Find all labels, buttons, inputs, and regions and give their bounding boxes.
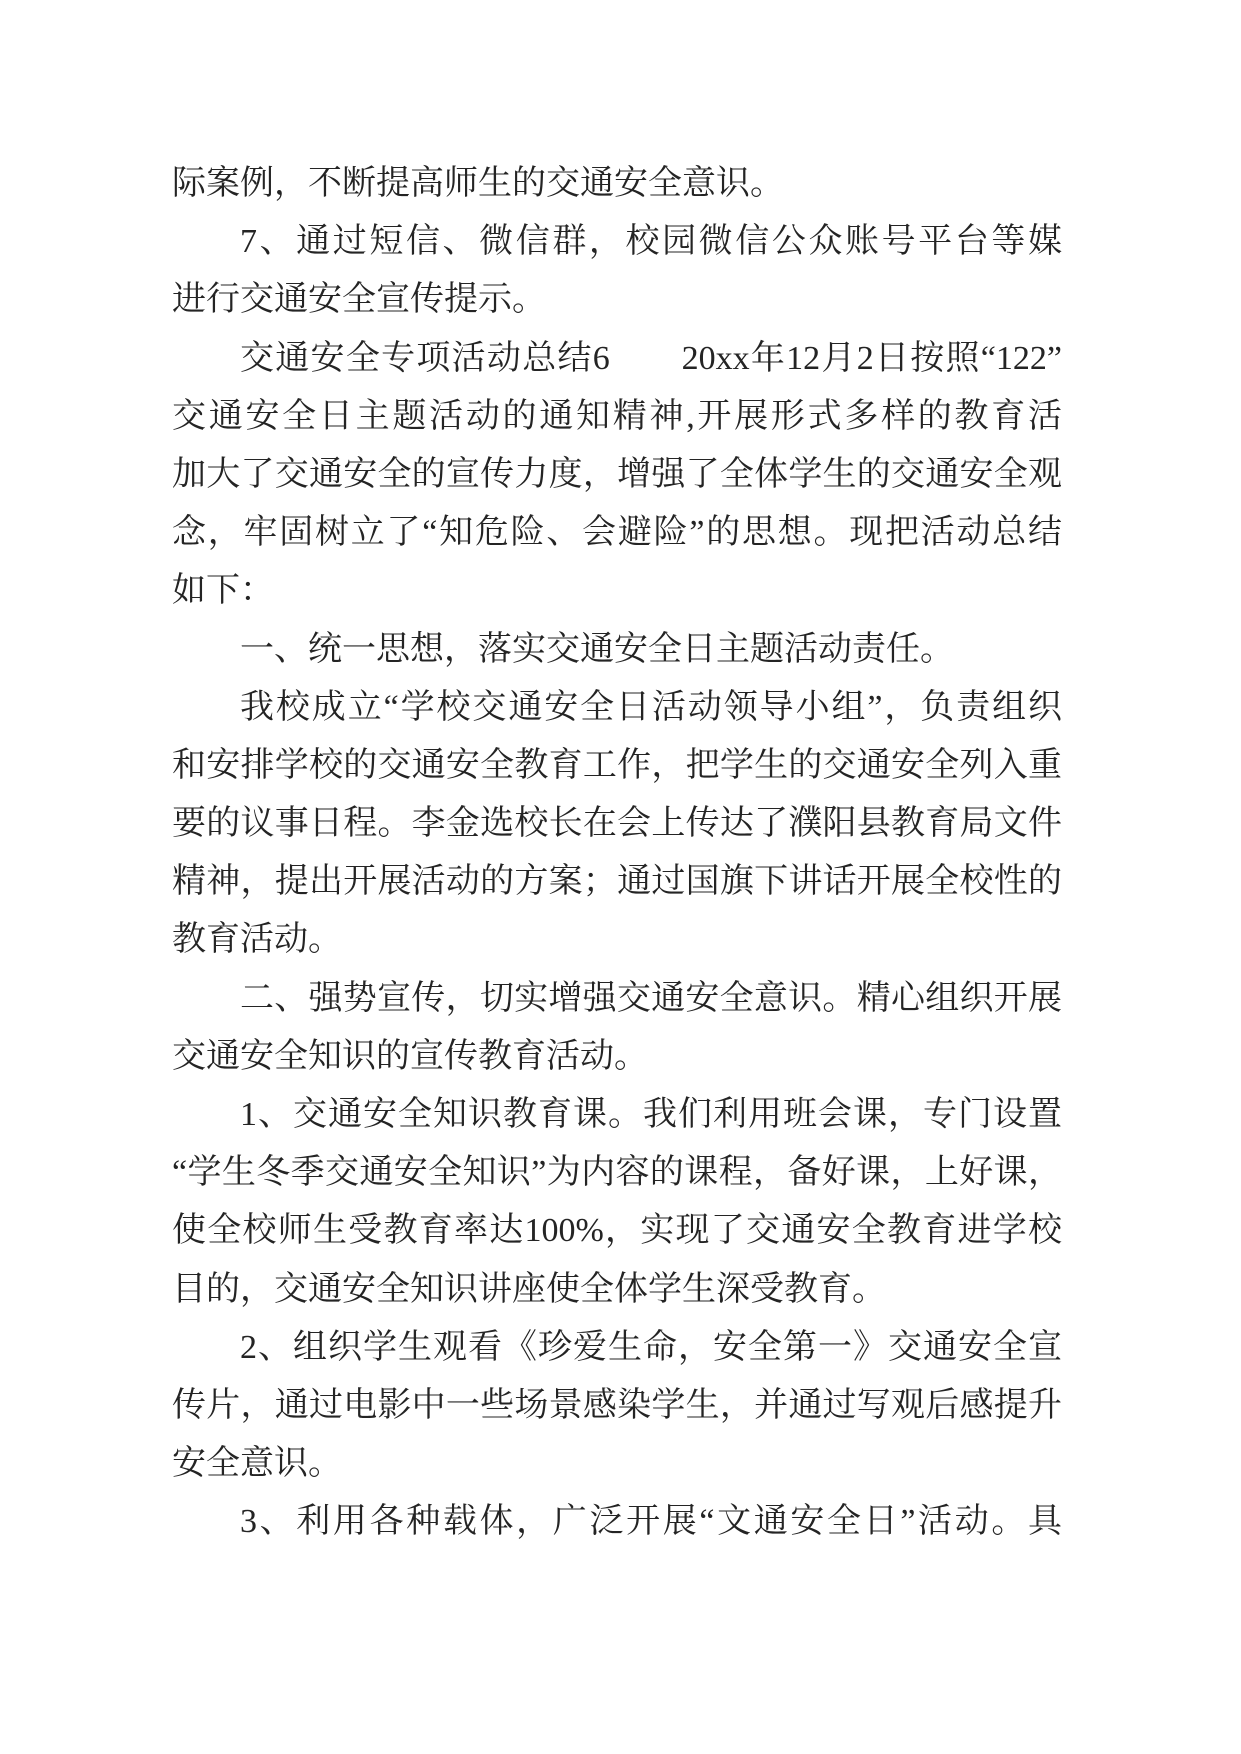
text-line: 二、强势宣传，切实增强交通安全意识。精心组织开展 bbox=[240, 979, 1062, 1017]
text-line: 如下： bbox=[172, 572, 274, 610]
text-line: 际案例，不断提高师生的交通安全意识。 bbox=[172, 165, 784, 202]
text-line: 1、交通安全知识教育课。我们利用班会课，专门设置 bbox=[240, 1096, 1062, 1133]
text-line: 交通安全知识的宣传教育活动。 bbox=[172, 1037, 648, 1075]
text-line: 交通安全专项活动总结6 20xx年12月2日按照“122” bbox=[240, 339, 1062, 377]
text-line: 传片，通过电影中一些场景感染学生，并通过写观后感提升 bbox=[172, 1386, 1062, 1424]
text-line: 进行交通安全宣传提示。 bbox=[172, 281, 546, 319]
text-line: 和安排学校的交通安全教育工作，把学生的交通安全列入重 bbox=[172, 746, 1062, 784]
text-line: 使全校师生受教育率达100%，实现了交通安全教育进学校 bbox=[172, 1212, 1062, 1250]
text-line: 一、统一思想，落实交通安全日主题活动责任。 bbox=[240, 630, 954, 668]
text-line: 3、利用各种载体，广泛开展“文通安全日”活动。具 bbox=[240, 1503, 1062, 1541]
text-line: 7、通过短信、微信群，校园微信公众账号平台等媒 bbox=[240, 223, 1062, 261]
text-line: 念，牢固树立了“知危险、会避险”的思想。现把活动总结 bbox=[172, 514, 1062, 552]
text-line: 安全意识。 bbox=[172, 1445, 342, 1483]
text-line: 教育活动。 bbox=[172, 921, 342, 959]
text-line: 目的，交通安全知识讲座使全体学生深受教育。 bbox=[172, 1270, 886, 1308]
text-line: 要的议事日程。李金选校长在会上传达了濮阳县教育局文件 bbox=[172, 805, 1062, 843]
text-line: 交通安全日主题活动的通知精神,开展形式多样的教育活 bbox=[172, 397, 1062, 435]
text-line: “学生冬季交通安全知识”为内容的课程，备好课，上好课， bbox=[172, 1154, 1062, 1192]
document-body bbox=[172, 155, 1062, 1552]
text-line: 我校成立“学校交通安全日活动领导小组”，负责组织 bbox=[240, 688, 1062, 726]
text-line: 精神，提出开展活动的方案；通过国旗下讲话开展全校性的 bbox=[172, 863, 1062, 901]
text-line: 加大了交通安全的宣传力度，增强了全体学生的交通安全观 bbox=[172, 455, 1062, 493]
text-line: 2、组织学生观看《珍爱生命，安全第一》交通安全宣 bbox=[240, 1328, 1062, 1366]
